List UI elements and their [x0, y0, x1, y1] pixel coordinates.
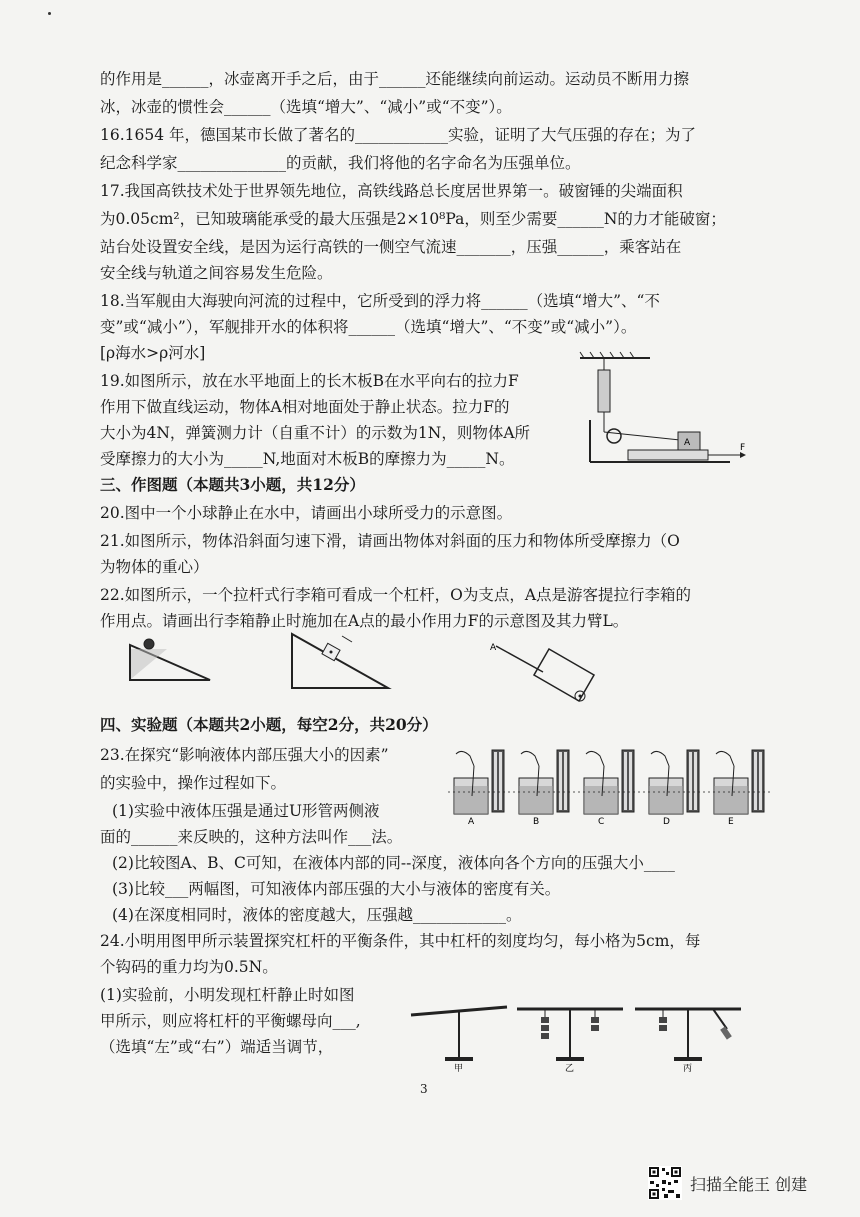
pressure-setup-D	[649, 750, 699, 827]
watermark-text: 扫描全能王 创建	[690, 1174, 808, 1194]
question-22-line2: 作用点。请画出行李箱静止时施加在A点的最小作用力F的示意图及其力臂L。	[100, 612, 629, 630]
setup-label-C: C	[598, 817, 605, 827]
force-f-label: F	[740, 443, 746, 453]
question-23-line3: (1)实验中液体压强是通过U形管两侧液	[112, 802, 380, 820]
question-21-line1: 21.如图所示，物体沿斜面匀速下滑，请画出物体对斜面的压力和物体所受摩擦力（O	[100, 532, 680, 550]
scanner-watermark	[648, 1166, 807, 1200]
pressure-setup-B	[519, 750, 569, 827]
setup-label-E: E	[728, 817, 734, 827]
speck-mark	[48, 12, 51, 15]
lever-label-bing: 丙	[683, 1064, 693, 1074]
point-a-label: A	[490, 643, 497, 653]
question-19-line4: 受摩擦力的大小为_____N,地面对木板B的摩擦力为_____N。	[100, 450, 515, 468]
question-18-density-note: [ρ海水>ρ河水]	[100, 344, 206, 362]
question-24-line3: (1)实验前，小明发现杠杆静止时如图	[100, 986, 355, 1004]
question-18-line1: 18.当军舰由大海驶向河流的过程中，它所受到的浮力将______（选填“增大”、“不	[100, 292, 660, 310]
luggage-lever-figure	[488, 640, 608, 710]
text-line: 的作用是______，冰壶离开手之后，由于______还能继续向前运动。运动员不断用力擦	[100, 70, 690, 88]
question-19-line3: 大小为4N，弹簧测力计（自重不计）的示数为1N，则物体A所	[100, 424, 531, 442]
pressure-setup-A	[454, 750, 504, 827]
pressure-setup-C	[584, 750, 634, 827]
lever-fig-jia	[411, 1007, 507, 1074]
question-23-line6: (3)比较___两幅图，可知液体内部压强的大小与液体的密度有关。	[112, 880, 561, 898]
setup-label-A: A	[468, 817, 475, 827]
question-24-line2: 个钩码的重力均为0.5N。	[100, 958, 278, 976]
block-a-label: A	[684, 438, 691, 448]
question-17-line4: 安全线与轨道之间容易发生危险。	[100, 264, 333, 282]
spring-scale-board-figure	[580, 350, 750, 470]
question-16-line1: 16.1654 年，德国某市长做了著名的____________实验，证明了大气压强的存在；为了	[100, 126, 697, 144]
setup-label-D: D	[663, 817, 670, 827]
question-23-line7: (4)在深度相同时，液体的密度越大，压强越____________。	[112, 906, 522, 924]
question-20: 20.图中一个小球静止在水中，请画出小球所受力的示意图。	[100, 504, 513, 522]
question-17-line3: 站台处设置安全线，是因为运行高铁的一侧空气流速_______，压强______，乘客站在	[100, 238, 682, 256]
section-4-heading: 四、实验题（本题共2小题，每空2分，共20分）	[100, 715, 438, 734]
question-19-line2: 作用下做直线运动，物体A相对地面处于静止状态。拉力F的	[100, 398, 510, 416]
ball-in-water-figure	[125, 630, 220, 690]
question-18-line2: 变”或“减小”），军舰排开水的体积将______（选填“增大”、“不变”或“减小”）。	[100, 318, 637, 336]
pressure-setup-E	[714, 750, 764, 827]
page-number: 3	[420, 1082, 428, 1096]
question-17-line1: 17.我国高铁技术处于世界领先地位，高铁线路总长度居世界第一。破窗锤的尖端面积	[100, 182, 683, 200]
setup-label-B: B	[533, 817, 540, 827]
question-21-line2: 为物体的重心）	[100, 558, 209, 576]
question-24-line4: 甲所示，则应将杠杆的平衡螺母向___,	[100, 1012, 361, 1030]
lever-label-yi: 乙	[565, 1064, 575, 1074]
lever-fig-bing	[635, 1009, 741, 1074]
question-23-line2: 的实验中，操作过程如下。	[100, 774, 287, 792]
qr-code-icon	[648, 1166, 682, 1200]
question-24-line5: （选填“左”或“右”）端适当调节，	[100, 1038, 334, 1056]
text-line: 冰，冰壶的惯性会______（选填“增大”、“减小”或“不变”）。	[100, 98, 512, 116]
lever-fig-yi	[517, 1009, 623, 1074]
question-23-line4: 面的______来反映的，这种方法叫作___法。	[100, 828, 403, 846]
incline-block-figure	[290, 630, 390, 692]
section-3-heading: 三、作图题（本题共3小题，共12分）	[100, 475, 365, 494]
question-22-line1: 22.如图所示，一个拉杆式行李箱可看成一个杠杆，O为支点，A点是游客提拉行李箱的	[100, 586, 692, 604]
question-17-line2: 为0.05cm²，已知玻璃能承受的最大压强是2×10⁸Pa，则至少需要______N的力才能破窗；	[100, 210, 726, 228]
lever-experiment-figure	[405, 1005, 750, 1073]
question-19-line1: 19.如图所示，放在水平地面上的长木板B在水平向右的拉力F	[100, 372, 519, 390]
liquid-pressure-figure	[448, 748, 770, 826]
question-16-line2: 纪念科学家______________的贡献，我们将他的名字命名为压强单位。	[100, 154, 581, 172]
question-23-line1: 23.在探究“影响液体内部压强大小的因素”	[100, 746, 389, 764]
question-24-line1: 24.小明用图甲所示装置探究杠杆的平衡条件，其中杠杆的刻度均匀，每小格为5cm，每	[100, 932, 701, 950]
lever-label-jia: 甲	[454, 1064, 464, 1074]
question-23-line5: (2)比较图A、B、C可知，在液体内部的同--深度，液体向各个方向的压强大小____	[112, 854, 675, 872]
